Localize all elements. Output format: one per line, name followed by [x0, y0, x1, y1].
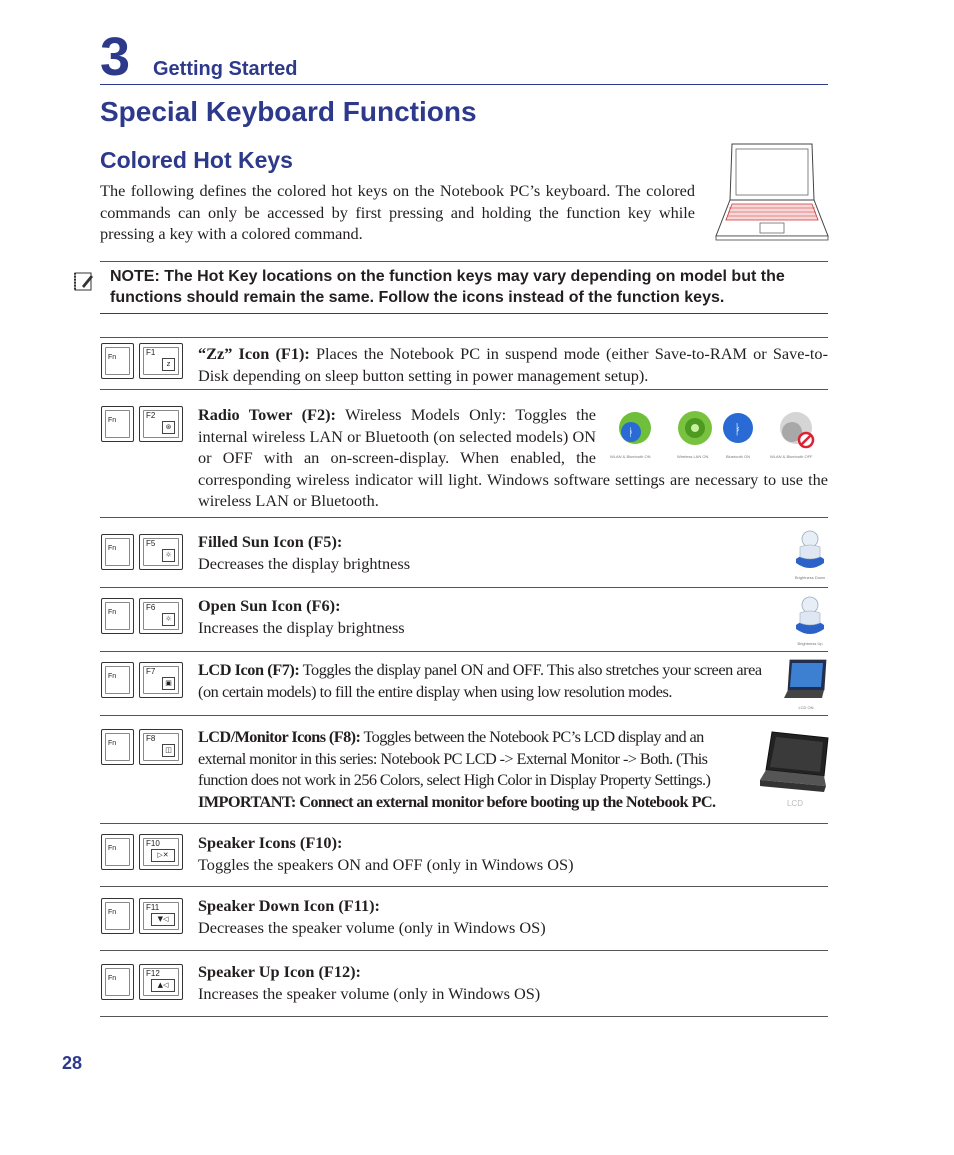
hotkey-combo-f5	[101, 534, 185, 570]
fn-key: Fn	[101, 729, 134, 765]
brightness-down-osd-illustration	[790, 527, 830, 581]
hotkey-combo-f7	[101, 662, 185, 698]
fn-key: Fn	[101, 343, 134, 379]
sleep-zz-icon: z	[162, 358, 175, 371]
page-title: Special Keyboard Functions	[100, 96, 477, 127]
intro-paragraph: The following defines the colored hot keys on the Notebook PC’s keyboard. The colored commands can only be accessed by first pressing and holding the function key while pressing a key with a colored command.	[100, 181, 695, 243]
chapter-title: Getting Started	[153, 58, 298, 80]
hotkey-combo-f8	[101, 729, 185, 765]
f8-key: F8 ◫	[139, 729, 183, 765]
f5-description: Filled Sun Icon (F5): Decreases the display brightness	[198, 532, 411, 573]
f6-key: F6 ☼	[139, 598, 183, 634]
lcd-icon: ▣	[162, 677, 175, 690]
lcd-monitor-icon: ◫	[162, 744, 175, 757]
svg-text:ᛓ: ᛓ	[733, 422, 743, 438]
fn-key: Fn	[101, 534, 134, 570]
svg-text:WLAN & Bluetooth OFF: WLAN & Bluetooth OFF	[770, 454, 813, 459]
f11-description: Speaker Down Icon (F11): Decreases the speaker volume (only in Windows OS)	[198, 896, 546, 937]
svg-text:WLAN & Bluetooth ON: WLAN & Bluetooth ON	[610, 454, 651, 459]
note-top-rule	[100, 261, 828, 262]
svg-text:Wireless LAN ON: Wireless LAN ON	[677, 454, 709, 459]
page-number: 28	[62, 1053, 83, 1073]
f2-key: F2 ⊛	[139, 406, 183, 442]
fn-key: Fn	[101, 898, 134, 934]
hotkey-combo-f2	[101, 406, 185, 442]
row-divider	[100, 517, 828, 518]
f12-description: Speaker Up Icon (F12): Increases the speaker volume (only in Windows OS)	[198, 962, 541, 1003]
f2-description: ᛓ ᛓ WLAN & Bluetooth ON Wireless LAN ON Bluetooth ON WLAN & Bluetooth OFF Radio Tower (F2): Wireless Models Only: Toggles the internal wireless LAN or Bluetooth (on selected models) ON or OFF with an on-screen-display. When enabled, the corresponding wireless indicator will light. Windows software settings are necessary to use the wireless LAN or Bluetooth.	[198, 405, 828, 510]
f8-important: IMPORTANT: Connect an external monitor before booting up the Notebook PC.	[198, 791, 716, 811]
f7-key: F7 ▣	[139, 662, 183, 698]
hotkey-combo-f12	[101, 964, 185, 1000]
f6-description: Open Sun Icon (F6): Increases the display brightness	[198, 596, 405, 637]
note-text: NOTE: The Hot Key locations on the function keys may vary depending on model but the functions should remain the same. Follow the icons instead of the function keys.	[110, 268, 785, 306]
hotkey-combo-f11	[101, 898, 185, 934]
f12-key: F12 ▲◁	[139, 964, 183, 1000]
chapter-number: 3	[100, 27, 131, 87]
wlan-bluetooth-on-icon	[619, 412, 651, 444]
header-rule	[100, 84, 828, 85]
lcd-notebook-illustration	[758, 728, 830, 810]
brightness-up-osd-illustration	[790, 593, 830, 647]
row-divider	[100, 950, 828, 951]
speaker-mute-icon: ▷✕	[151, 849, 175, 862]
note-bottom-rule	[100, 313, 828, 314]
svg-text:LCD ON: LCD ON	[798, 705, 814, 710]
row-divider	[100, 823, 828, 824]
section-title: Colored Hot Keys	[100, 147, 293, 173]
radio-tower-icon: ⊛	[162, 421, 175, 434]
hotkey-combo-f6	[101, 598, 185, 634]
fn-key: Fn	[101, 834, 134, 870]
bluetooth-on-icon	[723, 413, 753, 443]
fn-key: Fn	[101, 406, 134, 442]
f10-description: Speaker Icons (F10): Toggles the speakers ON and OFF (only in Windows OS)	[198, 833, 574, 874]
row-divider	[100, 651, 828, 652]
svg-text:LCD: LCD	[786, 799, 804, 808]
row-divider	[100, 886, 828, 887]
fn-key: Fn	[101, 598, 134, 634]
wireless-osd-illustrations	[610, 404, 828, 460]
hotkey-combo-f10	[101, 834, 185, 870]
f5-key: F5 ☼	[139, 534, 183, 570]
svg-text:Brightness Up: Brightness Up	[797, 641, 823, 646]
lcd-on-osd-illustration	[782, 656, 830, 712]
f11-key: F11 ▼◁	[139, 898, 183, 934]
speaker-up-icon: ▲◁	[151, 979, 175, 992]
svg-text:ᛓ: ᛓ	[627, 426, 635, 439]
open-sun-icon: ☼	[162, 613, 175, 626]
row-divider	[100, 587, 828, 588]
row-divider	[100, 1016, 828, 1017]
svg-text:Brightness Down: Brightness Down	[794, 575, 826, 580]
f1-key: F1 z	[139, 343, 183, 379]
note-pencil-icon	[74, 270, 96, 292]
row-divider	[100, 715, 828, 716]
f7-description: LCD Icon (F7): Toggles the display panel ON and OFF. This also stretches your screen area (on certain models) to fill the entire display when using low resolution modes.	[198, 660, 762, 701]
filled-sun-icon: ☼	[162, 549, 175, 562]
fn-key: Fn	[101, 662, 134, 698]
wlan-bluetooth-off-icon	[780, 412, 813, 447]
fn-key: Fn	[101, 964, 134, 1000]
f10-key: F10 ▷✕	[139, 834, 183, 870]
row-divider	[100, 337, 828, 338]
hotkey-combo-f1	[101, 343, 185, 379]
notebook-keyboard-illustration	[714, 142, 830, 242]
f1-description: “Zz” Icon (F1): Places the Notebook PC in suspend mode (either Save-to-RAM or Save-to-Disk depending on sleep button setting in power management setup).	[198, 344, 828, 385]
row-divider	[100, 389, 828, 390]
wireless-lan-on-icon	[678, 411, 712, 445]
speaker-down-icon: ▼◁	[151, 913, 175, 926]
svg-text:Bluetooth ON: Bluetooth ON	[726, 454, 751, 459]
f8-description: LCD/Monitor Icons (F8): Toggles between the Notebook PC’s LCD display and an external monitor in this series: Notebook PC LCD -> External Monitor -> Both. (This function does not work in 256 Colors, select High Color in Display Property Settings.) IMPORTANT: Connect an external monitor before booting up the Notebook PC.	[198, 727, 716, 811]
